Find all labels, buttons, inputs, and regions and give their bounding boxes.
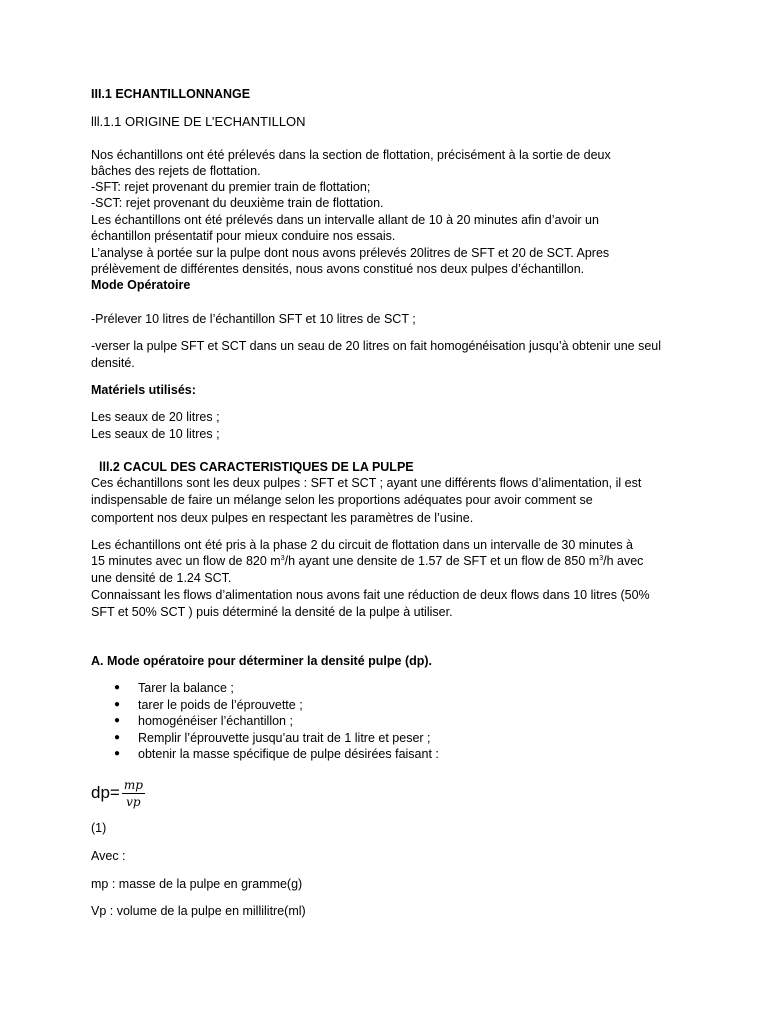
formula-lhs: dp= [91,783,120,802]
paragraph-line: comportent nos deux pulpes en respectant les paramètres de l’usine. [91,511,474,525]
paragraph-line: indispensable de faire un mélange selon les proportions adéquates pour avoir comment se [91,493,593,507]
paragraph-line: prélèvement de différentes densités, nous avons constitué nos deux pulpes d’échantillon. [91,262,585,276]
paragraph-line: L’analyse à portée sur la pulpe dont nous avons prélevés 20litres de SFT et 20 de SCT. Apres [91,246,610,260]
bullet-icon: ● [114,748,121,759]
paragraph-line [91,553,643,569]
list-item: Remplir l’éprouvette jusqu’au trait de 1 litre et peser ; [138,731,431,745]
paragraph-line: Les échantillons ont été pris à la phase 2 du circuit de flottation dans un intervalle de 30 minutes à [91,538,634,552]
paragraph-line: -SCT: rejet provenant du deuxième train de flottation. [91,196,384,210]
step-line: -verser la pulpe SFT et SCT dans un seau de 20 litres on fait homogénéisation jusqu’à obtenir une seul [91,339,662,353]
paragraph-line: une densité de 1.24 SCT. [91,571,232,585]
section-title: III.1 ECHANTILLONNANGE [91,87,251,101]
paragraph-line: -SFT: rejet provenant du premier train de flottation; [91,180,371,194]
definition-line: Vp : volume de la pulpe en millilitre(ml) [91,904,306,918]
formula-numerator: mp [123,777,143,792]
text-run: /h ayant une densite de 1.57 de SFT et un flow de 850 m [284,554,600,568]
paragraph-line: Les échantillons ont été prélevés dans un intervalle allant de 10 à 20 minutes afin d’avoir un [91,213,599,227]
paragraph-line: Connaissant les flows d’alimentation nous avons fait une réduction de deux flows dans 10 litres (50% [91,588,650,602]
list-item: tarer le poids de l’éprouvette ; [138,698,303,712]
bullet-icon: ● [114,715,121,726]
formula-denominator: vp [126,794,141,809]
bullet-icon: ● [114,699,121,710]
text-run: /h avec [603,554,644,568]
list-item: Tarer la balance ; [138,681,234,695]
subsection-a-title: A. Mode opératoire pour déterminer la densité pulpe (dp). [91,654,433,668]
list-item: homogénéiser l’échantillon ; [138,714,293,728]
superscript: 3 [280,555,285,562]
material-item: Les seaux de 20 litres ; [91,410,220,424]
materials-heading: Matériels utilisés: [91,383,196,397]
subsection-title: lll.1.1 ORIGINE DE L’ECHANTILLON [91,114,306,129]
density-formula [91,773,145,813]
formula-fraction [122,778,145,809]
definition-line: mp : masse de la pulpe en gramme(g) [91,877,303,891]
paragraph-line: SFT et 50% SCT ) puis déterminé la densité de la pulpe à utiliser. [91,605,453,619]
bullet-icon: ● [114,682,121,693]
list-item: obtenir la masse spécifique de pulpe désirées faisant : [138,747,439,761]
step-line: densité. [91,356,135,370]
step-line: -Prélever 10 litres de l’échantillon SFT et 10 litres de SCT ; [91,312,416,326]
paragraph-line: Nos échantillons ont été prélevés dans la section de flottation, précisément à la sortie de deux [91,148,611,162]
superscript: 3 [599,555,604,562]
bullet-icon: ● [114,732,121,743]
avec-label: Avec : [91,849,126,863]
paragraph-line: échantillon présentatif pour mieux conduire nos essais. [91,229,396,243]
paragraph-line: bâches des rejets de flottation. [91,164,261,178]
text-run: 15 minutes avec un flow de 820 m [91,554,281,568]
equation-number: (1) [91,821,107,835]
mode-operatoire-heading: Mode Opératoire [91,278,191,292]
section2-title: lll.2 CACUL DES CARACTERISTIQUES DE LA PULPE [99,460,414,474]
paragraph-line: Ces échantillons sont les deux pulpes : SFT et SCT ; ayant une différents flows d’alimentation, il est [91,476,642,490]
material-item: Les seaux de 10 litres ; [91,427,220,441]
